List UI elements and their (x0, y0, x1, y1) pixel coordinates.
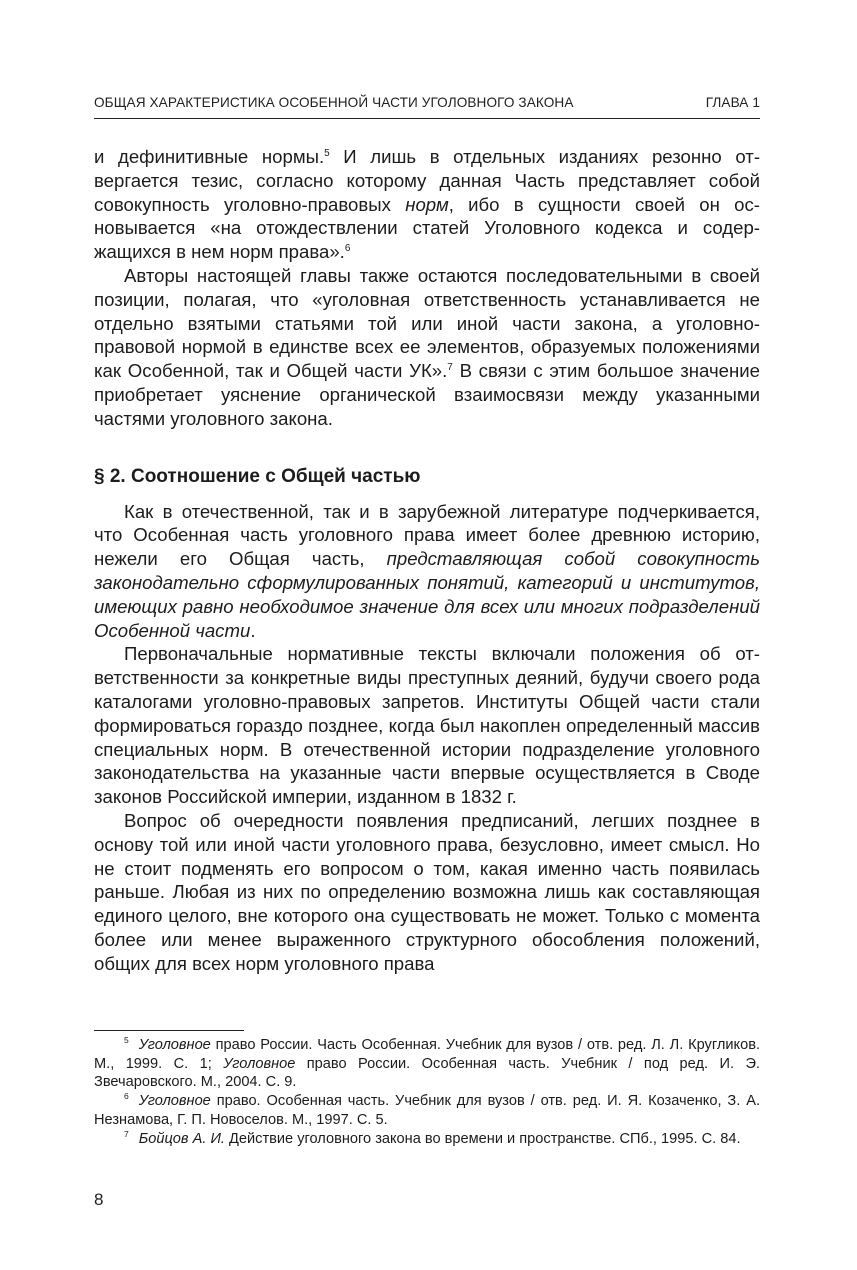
header-rule (94, 118, 760, 119)
paragraph-3 (94, 500, 760, 643)
footnote-6 (94, 1092, 760, 1129)
paragraph-3-italic: представляющая собой совокупность законодательно сформулированных понятий, категорий и институтов, имеющих равно необходимое значение для всех или многих подразделений Особенной части (94, 548, 760, 641)
paragraph-2 (94, 264, 760, 431)
paragraph-3-text-a: Как в отечественной, так и в зарубежной литературе подчеркивается, что Особенная часть уголовного права имеет более древнюю историю, нежели его Общая часть, (94, 500, 760, 570)
footnote-7-text: Действие уголовного закона во времени и пространстве. СПб., 1995. С. 84. (224, 1130, 741, 1147)
footnote-ref-5: 5 (324, 148, 330, 159)
section-heading: § 2. Соотношение с Общей частью (94, 465, 421, 487)
footnote-5-number: 5 (124, 1035, 129, 1045)
paragraph-2-text-b: В связи с этим большое значение приобретает уяснение органической взаимосвязи между указанными частями уголовного закона. (94, 360, 761, 429)
footnote-ref-7: 7 (447, 362, 453, 374)
footnote-5-text-1: право России. Часть Особенная. Учебник для вузов / отв. ред. Л. Л. Кругликов. М., 1999. С. 1; (94, 1037, 760, 1072)
paragraph-3-text-b: . (250, 619, 256, 641)
paragraph-1-text-a: и дефинитивные нормы. (94, 146, 325, 167)
main-text (94, 145, 760, 976)
page-number: 8 (94, 1190, 104, 1209)
running-head (94, 95, 760, 110)
paragraph-1-text-b: И лишь в отдельных изданиях резонно отвергается тезис, согласно которому данная Часть представляет собой совокупность уголовно-правовых (94, 146, 761, 215)
footnote-5-italic-2: Уголовное (223, 1055, 296, 1072)
footnote-5 (94, 1036, 760, 1092)
running-head-chapter: ГЛАВА 1 (705, 95, 760, 110)
paragraph-4: Первоначальные нормативные тексты включали положения об ответственности за конкретные виды преступных деяний, будучи своего рода каталогами уголовно-правовых запретов. Институты Общей части стали формироваться гораздо позднее, когда был накоплен определенный массив специальных норм. В отечественной истории подразделение уголовного законодательства на указанные части впервые осуществляется в Своде законов Российской империи, изданном в 1832 г. (94, 643, 760, 808)
paragraph-1 (94, 145, 760, 264)
footnote-rule (94, 1030, 244, 1031)
footnote-7-number: 7 (124, 1128, 129, 1139)
paragraph-1-text-c: , ибо в сущности своей он основывается «на отождествлении статей Уголовного кодекса и содержащихся в нем норм права». (94, 193, 760, 263)
footnote-5-text-2: право России. Особенная часть. Учебник / под ред. И. Э. Звечаровского. М., 2004. С. 9. (94, 1055, 760, 1091)
footnote-6-italic: Уголовное (138, 1093, 211, 1110)
footnote-6-number: 6 (124, 1091, 129, 1102)
paragraph-1-italic: норм (405, 193, 449, 215)
paragraph-2-text-a: Авторы настоящей главы также остаются последовательными в своей позиции, полагая, что «уголовная ответственность устанавливается не отдельно взятыми статьями той или иной части закона, а уголовно-правовой нормой в единстве всех ее элементов, образуемых положениями как Особенной, так и Общей части УК». (94, 264, 760, 382)
footnote-6-text: право. Особенная часть. Учебник для вузов / отв. ред. И. Я. Козаченко, З. А. Незнамова, Г. П. Новоселов. М., 1997. С. 5. (94, 1093, 760, 1128)
footnote-5-italic-1: Уголовное (138, 1037, 211, 1053)
footnote-7 (94, 1130, 760, 1149)
running-head-title: ОБЩАЯ ХАРАКТЕРИСТИКА ОСОБЕННОЙ ЧАСТИ УГОЛОВНОГО ЗАКОНА (94, 95, 574, 110)
paragraph-5: Вопрос об очередности появления предписаний, легших позднее в основу той или иной части уголовного права, безусловно, имеет смысл. Но не стоит подменять его вопросом о том, какая именно часть появилась раньше. Любая из них по определению возможна лишь как составляющая единого целого, вне которого она существовать не может. Только с момента более или менее выраженного структурного обособления положений, общих для всех норм уголовного права (94, 809, 760, 974)
book-page (94, 0, 760, 1270)
footnotes (94, 1036, 760, 1148)
footnote-7-italic: Бойцов А. И. (138, 1130, 225, 1147)
footnote-ref-6: 6 (344, 243, 351, 255)
